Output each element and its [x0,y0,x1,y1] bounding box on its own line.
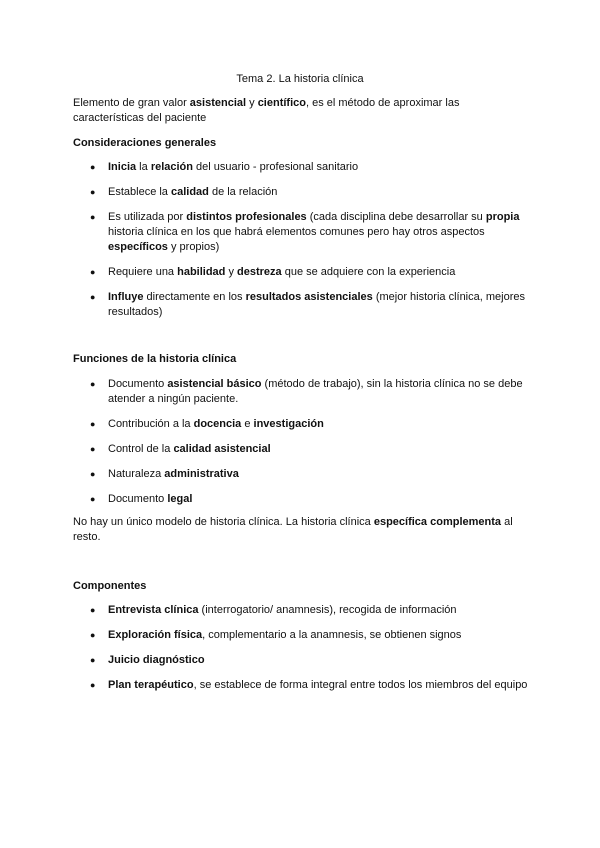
text-run: Naturaleza [108,468,165,480]
text-run: Control de la [108,443,174,455]
list-item [73,467,533,482]
text-run: Elemento de gran valor [73,97,190,109]
section-heading-funciones: Funciones de la historia clínica [73,353,237,365]
text-run: Contribución a la [108,418,194,430]
bold-text: Plan terapéutico [108,679,194,691]
consideraciones-list [73,160,533,320]
text-run: , se establece de forma integral entre todos los miembros del equipo [193,679,528,691]
funciones-list [73,377,533,507]
bold-text: Juicio diagnóstico [108,654,205,666]
bold-text: asistencial [189,97,247,109]
bold-text: asistencial básico [167,378,262,390]
text-run: Establece la [108,186,171,198]
bold-text: investigación [253,418,324,430]
bullet-icon: ● [90,469,96,479]
bullet-icon: ● [90,187,96,197]
bold-text: Exploración física [108,629,203,641]
bullet-icon: ● [90,419,96,429]
section-heading-componentes: Componentes [73,580,147,592]
list-item [73,442,533,457]
text-run: , complementario a la anamnesis, se obtienen signos [202,629,462,641]
bold-text: habilidad [177,266,226,278]
bullet-icon: ● [90,292,96,302]
bold-text: destreza [237,266,282,278]
bold-text: administrativa [164,468,239,480]
bold-text: Inicia [108,161,137,173]
bold-text: distintos profesionales [186,211,307,223]
bold-text: docencia [193,418,242,430]
text-run: de la relación [208,186,278,198]
text-run: del usuario - profesional sanitario [193,161,359,173]
bullet-icon: ● [90,680,96,690]
text-run: y [225,266,238,278]
bold-text: Influye [108,291,144,303]
list-item [73,678,533,693]
text-run: directamente en los [143,291,246,303]
text-run: historia clínica en los que habrá elementos comunes pero hay otros aspectos [108,226,485,238]
bold-text: resultados asistenciales [245,291,373,303]
list-item [73,377,533,407]
list-item [73,628,533,643]
text-run: Requiere una [108,266,178,278]
bullet-icon: ● [90,212,96,222]
list-item [73,417,533,432]
list-item [73,603,533,618]
bullet-icon: ● [90,162,96,172]
bold-text: específica complementa [373,516,502,528]
bullet-icon: ● [90,655,96,665]
list-item [73,210,533,255]
bold-text: específicos [108,241,168,253]
bold-text: calidad asistencial [173,443,271,455]
text-run: , es el método de aproximar las características del paciente [73,97,460,124]
bullet-icon: ● [90,630,96,640]
text-run: e [241,418,254,430]
intro-paragraph [73,96,533,126]
text-run: (método de trabajo), sin la historia clínica no se debe atender a ningún paciente. [108,378,523,405]
list-item [73,265,533,280]
list-item [73,492,533,507]
bold-text: Entrevista clínica [108,604,199,616]
list-item [73,160,533,175]
bullet-icon: ● [90,605,96,615]
bold-text: científico [257,97,306,109]
text-run: No hay un único modelo de historia clínica. La historia clínica [73,516,374,528]
text-run: Documento [108,378,168,390]
bold-text: relación [150,161,193,173]
text-run: y [246,97,258,109]
list-item [73,185,533,200]
text-run: (interrogatorio/ anamnesis), recogida de información [198,604,457,616]
bold-text: legal [167,493,193,505]
bullet-icon: ● [90,267,96,277]
text-run: que se adquiere con la experiencia [281,266,456,278]
list-item [73,653,533,668]
bold-text: propia [485,211,520,223]
componentes-list [73,603,533,693]
text-run: y propios) [167,241,220,253]
page-title: Tema 2. La historia clínica [236,73,364,85]
bold-text: calidad [170,186,209,198]
text-run: (cada disciplina debe desarrollar su [306,211,486,223]
funciones-note-paragraph [73,515,533,545]
list-item [73,290,533,320]
section-heading-consideraciones: Consideraciones generales [73,137,217,149]
text-run: Es utilizada por [108,211,187,223]
bullet-icon: ● [90,379,96,389]
text-run: al resto. [73,516,513,543]
text-run: (mejor historia clínica, mejores resultados) [108,291,525,318]
bullet-icon: ● [90,444,96,454]
bullet-icon: ● [90,494,96,504]
text-run: la [136,161,151,173]
text-run: Documento [108,493,168,505]
